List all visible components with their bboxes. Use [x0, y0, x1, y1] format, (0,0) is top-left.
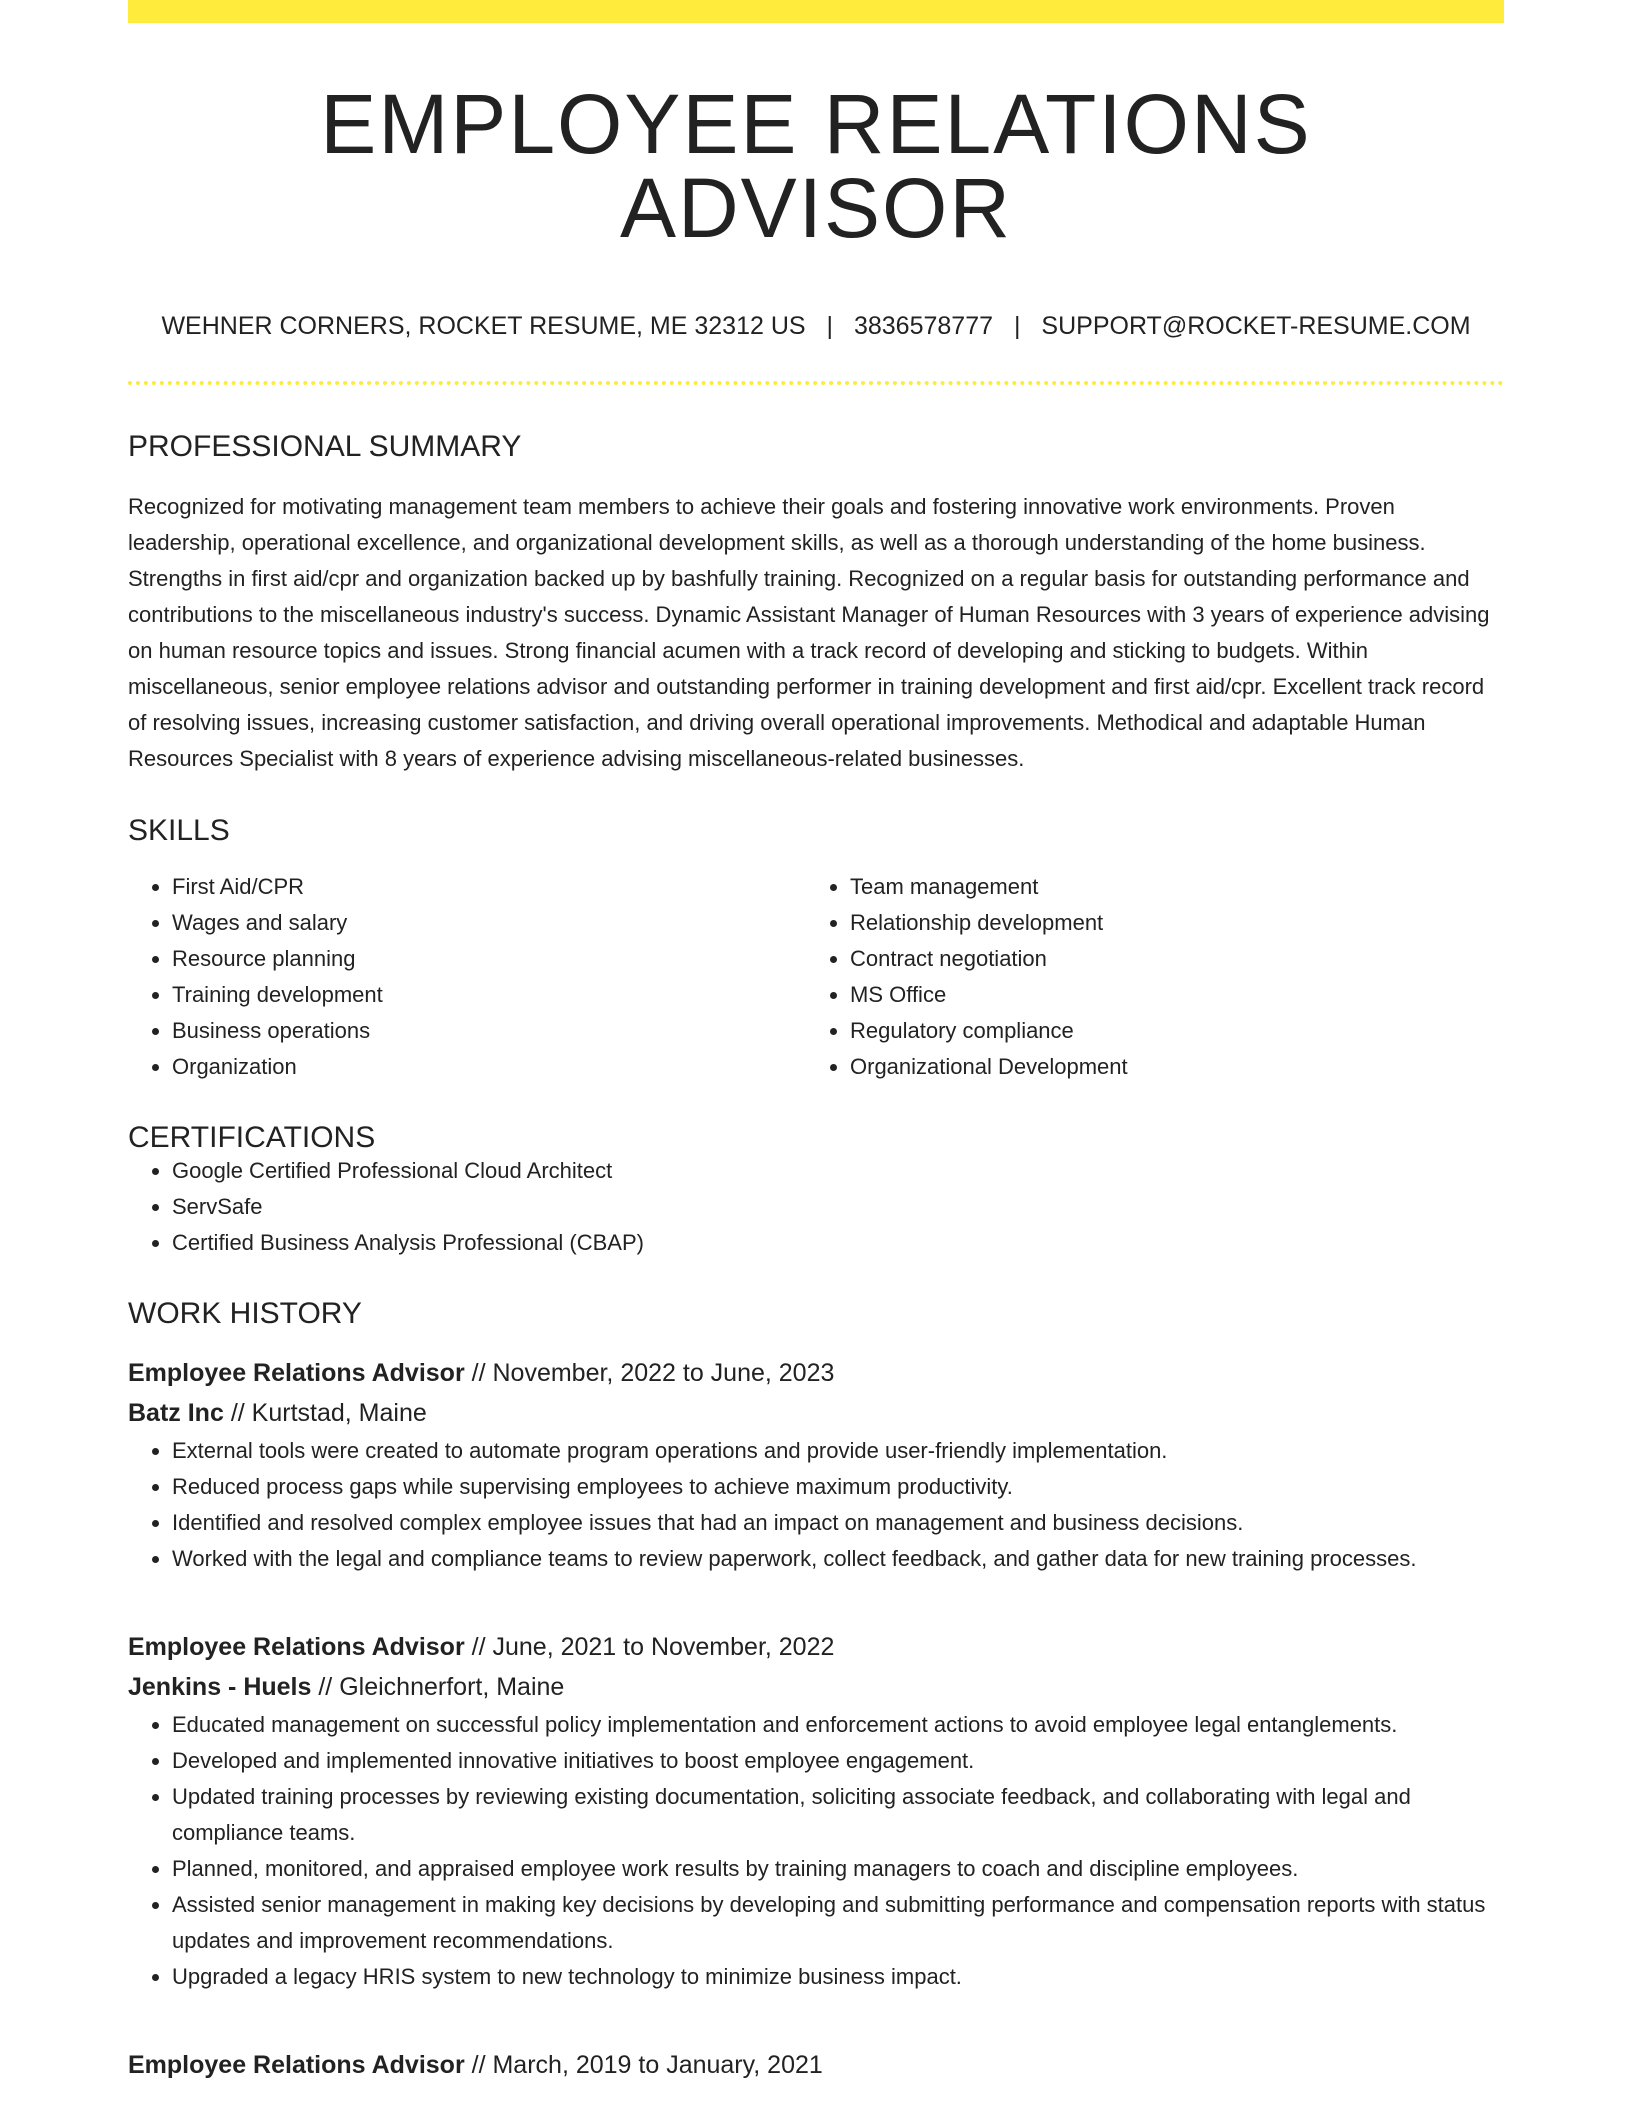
- skills-heading: SKILLS: [128, 814, 230, 847]
- summary-heading: PROFESSIONAL SUMMARY: [128, 430, 522, 463]
- skill-item: • Organization: [172, 1049, 806, 1085]
- job-bullets: [128, 1433, 1504, 1577]
- job-company: Batz Inc: [128, 1399, 224, 1427]
- job-title: Employee Relations Advisor: [128, 1633, 465, 1661]
- job-bullet: • Worked with the legal and compliance teams to review paperwork, collect feedback, and gather data for new training processes.: [172, 1541, 1504, 1577]
- job-bullet: • Planned, monitored, and appraised employee work results by training managers to coach and discipline employees.: [172, 1851, 1504, 1887]
- skills-left-column: [128, 869, 806, 1085]
- resume-page: [128, 0, 1504, 2085]
- contact-email: SUPPORT@ROCKET-RESUME.COM: [1041, 312, 1471, 340]
- job-dates: March, 2019 to January, 2021: [492, 2051, 823, 2079]
- skill-item: • Team management: [850, 869, 1484, 905]
- job-location: Gleichnerfort, Maine: [339, 1673, 565, 1701]
- job-separator: //: [318, 1673, 333, 1701]
- certification-item: • Google Certified Professional Cloud Architect: [172, 1153, 1504, 1189]
- job-bullet: • Assisted senior management in making key decisions by developing and submitting performance and compensation reports with status updates and improvement recommendations.: [172, 1887, 1504, 1959]
- skills-right-column: [806, 869, 1484, 1085]
- job-dates: June, 2021 to November, 2022: [492, 1633, 835, 1661]
- job-title-line: [128, 1353, 1504, 1393]
- job-title-line: [128, 2045, 1504, 2085]
- job-bullet: • Developed and implemented innovative initiatives to boost employee engagement.: [172, 1743, 1504, 1779]
- skill-item: • Training development: [172, 977, 806, 1013]
- job-company: Jenkins - Huels: [128, 1673, 312, 1701]
- summary-text: Recognized for motivating management team members to achieve their goals and fostering innovative work environments. Proven leadership, operational excellence, and organizational development skills, as well as a thorough understanding of the home business. Strengths in first aid/cpr and organization backed up by bashfully training. Recognized on a regular basis for outstanding performance and contributions to the miscellaneous industry's success. Dynamic Assistant Manager of Human Resources with 3 years of experience advising on human resource topics and issues. Strong financial acumen with a track record of developing and sticking to budgets. Within miscellaneous, senior employee relations advisor and outstanding performer in training development and first aid/cpr. Excellent track record of resolving issues, increasing customer satisfaction, and driving overall operational improvements. Methodical and adaptable Human Resources Specialist with 8 years of experience advising miscellaneous-related businesses.: [128, 494, 1490, 771]
- job-bullet: • External tools were created to automate program operations and provide user-friendly implementation.: [172, 1433, 1504, 1469]
- resume-title: EMPLOYEE RELATIONS ADVISOR: [320, 77, 1312, 255]
- contact-separator: |: [826, 312, 834, 340]
- job-title: Employee Relations Advisor: [128, 2051, 465, 2079]
- job-bullet: • Upgraded a legacy HRIS system to new technology to minimize business impact.: [172, 1959, 1504, 1995]
- skill-item: • Resource planning: [172, 941, 806, 977]
- contact-separator: |: [1013, 312, 1021, 340]
- job-bullet: • Updated training processes by reviewing existing documentation, soliciting associate feedback, and collaborating with legal and compliance teams.: [172, 1779, 1504, 1851]
- job-entry: [128, 1353, 1504, 1577]
- job-title-line: [128, 1627, 1504, 1667]
- skill-item: • Organizational Development: [850, 1049, 1484, 1085]
- job-bullet: • Identified and resolved complex employee issues that had an impact on management and business decisions.: [172, 1505, 1504, 1541]
- job-separator: //: [471, 2051, 486, 2079]
- job-bullet: • Educated management on successful policy implementation and enforcement actions to avoid employee legal entanglements.: [172, 1707, 1504, 1743]
- skill-item: • Wages and salary: [172, 905, 806, 941]
- skill-item: • MS Office: [850, 977, 1484, 1013]
- skill-item: • Business operations: [172, 1013, 806, 1049]
- skill-item: • Contract negotiation: [850, 941, 1484, 977]
- contact-address: WEHNER CORNERS, ROCKET RESUME, ME 32312 US: [161, 312, 806, 340]
- accent-top-bar: [128, 0, 1504, 23]
- job-dates: November, 2022 to June, 2023: [492, 1359, 835, 1387]
- job-company-line: [128, 1393, 1504, 1433]
- job-company-line: [128, 1667, 1504, 1707]
- skills-grid: [128, 869, 1504, 1085]
- certifications-heading: CERTIFICATIONS: [128, 1121, 376, 1154]
- job-bullet: • Reduced process gaps while supervising employees to achieve maximum productivity.: [172, 1469, 1504, 1505]
- skill-item: • First Aid/CPR: [172, 869, 806, 905]
- contact-phone: 3836578777: [853, 312, 994, 340]
- skill-item: • Relationship development: [850, 905, 1484, 941]
- job-entry: [128, 1627, 1504, 1995]
- certification-item: • Certified Business Analysis Professional (CBAP): [172, 1225, 1504, 1261]
- job-separator: //: [471, 1359, 486, 1387]
- job-title: Employee Relations Advisor: [128, 1359, 465, 1387]
- job-separator: //: [471, 1633, 486, 1661]
- certification-item: • ServSafe: [172, 1189, 1504, 1225]
- job-location: Kurtstad, Maine: [251, 1399, 427, 1427]
- work-history-heading: WORK HISTORY: [128, 1297, 362, 1330]
- contact-line: [128, 314, 1504, 339]
- certifications-list: [128, 1153, 1504, 1261]
- job-entry: [128, 2045, 1504, 2085]
- skill-item: • Regulatory compliance: [850, 1013, 1484, 1049]
- dotted-divider: [128, 381, 1504, 385]
- job-bullets: [128, 1707, 1504, 1995]
- job-separator: //: [230, 1399, 245, 1427]
